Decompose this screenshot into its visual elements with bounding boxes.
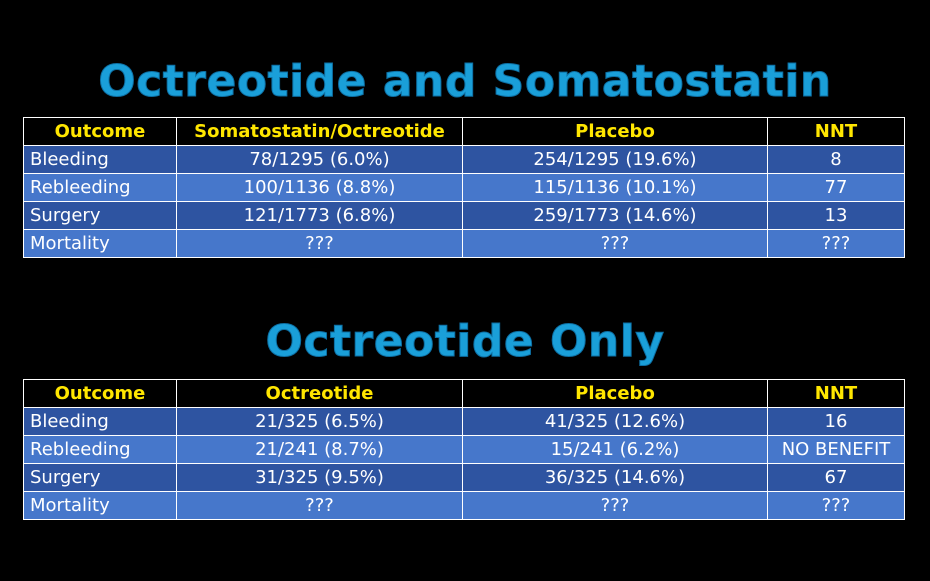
section1-table [23,117,905,258]
table-row [24,464,905,492]
table-header-row [24,118,905,146]
cell-outcome: Bleeding [24,408,177,436]
cell-nnt: 13 [768,202,905,230]
table-row [24,230,905,258]
cell-outcome: Surgery [24,202,177,230]
cell-nnt: 16 [768,408,905,436]
cell-nnt: 77 [768,174,905,202]
cell-placebo: 41/325 (12.6%) [463,408,768,436]
section2-title: Octreotide Only [265,316,665,367]
table-header-row [24,380,905,408]
cell-outcome: Rebleeding [24,174,177,202]
table-row [24,436,905,464]
cell-nnt: ??? [768,230,905,258]
cell-nnt: NO BENEFIT [768,436,905,464]
table-row [24,408,905,436]
cell-placebo: 254/1295 (19.6%) [463,146,768,174]
cell-placebo: ??? [463,230,768,258]
table-row [24,146,905,174]
section1-title: Octreotide and Somatostatin [98,56,832,107]
cell-outcome: Rebleeding [24,436,177,464]
cell-outcome: Bleeding [24,146,177,174]
cell-outcome: Surgery [24,464,177,492]
header-outcome: Outcome [24,380,177,408]
cell-nnt: 8 [768,146,905,174]
cell-treatment: 21/241 (8.7%) [177,436,463,464]
header-treatment: Octreotide [177,380,463,408]
cell-treatment: 21/325 (6.5%) [177,408,463,436]
cell-placebo: ??? [463,492,768,520]
cell-treatment: 100/1136 (8.8%) [177,174,463,202]
cell-placebo: 259/1773 (14.6%) [463,202,768,230]
cell-treatment: ??? [177,492,463,520]
cell-outcome: Mortality [24,492,177,520]
table-row [24,202,905,230]
section2-table [23,379,905,520]
cell-placebo: 15/241 (6.2%) [463,436,768,464]
cell-outcome: Mortality [24,230,177,258]
cell-treatment: 78/1295 (6.0%) [177,146,463,174]
table-row [24,174,905,202]
cell-treatment: 31/325 (9.5%) [177,464,463,492]
header-placebo: Placebo [463,118,768,146]
cell-nnt: ??? [768,492,905,520]
cell-placebo: 115/1136 (10.1%) [463,174,768,202]
header-placebo: Placebo [463,380,768,408]
cell-treatment: 121/1773 (6.8%) [177,202,463,230]
header-nnt: NNT [768,118,905,146]
cell-placebo: 36/325 (14.6%) [463,464,768,492]
table-row [24,492,905,520]
header-treatment: Somatostatin/Octreotide [177,118,463,146]
cell-treatment: ??? [177,230,463,258]
cell-nnt: 67 [768,464,905,492]
header-outcome: Outcome [24,118,177,146]
header-nnt: NNT [768,380,905,408]
